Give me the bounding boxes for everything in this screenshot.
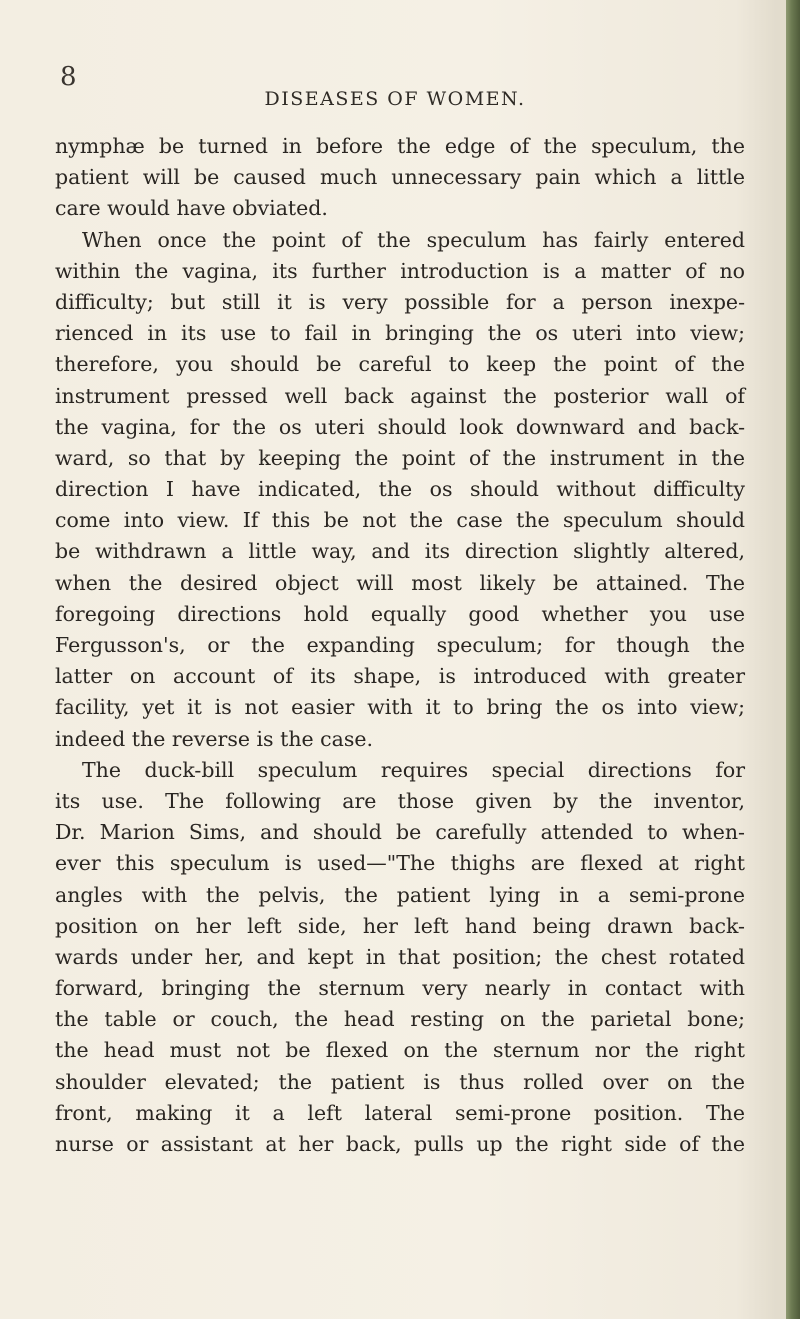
text-line: direction I have indicated, the os should without difficulty [55, 477, 745, 502]
text-line: angles with the pelvis, the patient lying in a semi-prone [55, 882, 745, 907]
page-edge-binding [786, 0, 800, 1319]
text-line: The duck-bill speculum requires special directions for [82, 757, 745, 782]
text-line: rienced in its use to fail in bringing the os uteri into view; [55, 321, 745, 346]
text-line: nurse or assistant at her back, pulls up the right side of the [55, 1132, 745, 1156]
text-line: the head must not be flexed on the sternum nor the right [55, 1038, 745, 1063]
running-head: DISEASES OF WOMEN. [264, 88, 526, 110]
text-line: come into view. If this be not the case the speculum should [55, 508, 745, 533]
text-line: When once the point of the speculum has fairly entered [82, 227, 745, 252]
text-line: position on her left side, her left hand being drawn back- [55, 913, 745, 938]
text-line: Dr. Marion Sims, and should be carefully attended to when- [55, 820, 745, 845]
text-line: when the desired object will most likely be attained. The [55, 570, 745, 595]
text-line: ward, so that by keeping the point of the instrument in the [55, 445, 745, 470]
text-line: patient will be caused much unnecessary pain which a little [55, 165, 745, 190]
page-number: 8 [60, 62, 77, 92]
text-line: care would have obviated. [55, 196, 328, 221]
text-line: be withdrawn a little way, and its direction slightly altered, [55, 539, 745, 564]
text-line: instrument pressed well back against the posterior wall of [55, 383, 745, 408]
text-line: the table or couch, the head resting on the parietal bone; [55, 1007, 745, 1032]
text-line: indeed the reverse is the case. [55, 726, 374, 751]
text-line: difficulty; but still it is very possible for a person inexpe- [55, 289, 745, 314]
text-line: wards under her, and kept in that position; the chest rotated [55, 944, 745, 969]
text-line: within the vagina, its further introduction is a matter of no [55, 258, 745, 283]
text-line: foregoing directions hold equally good whether you use [55, 601, 745, 626]
text-line: forward, bringing the sternum very nearly in contact with [55, 976, 745, 1001]
text-line: therefore, you should be careful to keep the point of the [55, 352, 745, 377]
text-line: front, making it a left lateral semi-prone position. The [55, 1100, 745, 1125]
text-line: nymphæ be turned in before the edge of the speculum, the [55, 134, 745, 158]
text-line: the vagina, for the os uteri should look downward and back- [55, 414, 745, 439]
text-line: Fergusson's, or the expanding speculum; for though the [55, 633, 745, 657]
text-line: its use. The following are those given by the inventor, [55, 788, 745, 813]
text-line: latter on account of its shape, is introduced with greater [55, 664, 745, 689]
text-line: ever this speculum is used—"The thighs are flexed at right [55, 851, 745, 876]
body-text [55, 131, 745, 1160]
text-line: shoulder elevated; the patient is thus rolled over on the [55, 1069, 745, 1094]
text-line: facility, yet it is not easier with it to bring the os into view; [55, 695, 745, 720]
